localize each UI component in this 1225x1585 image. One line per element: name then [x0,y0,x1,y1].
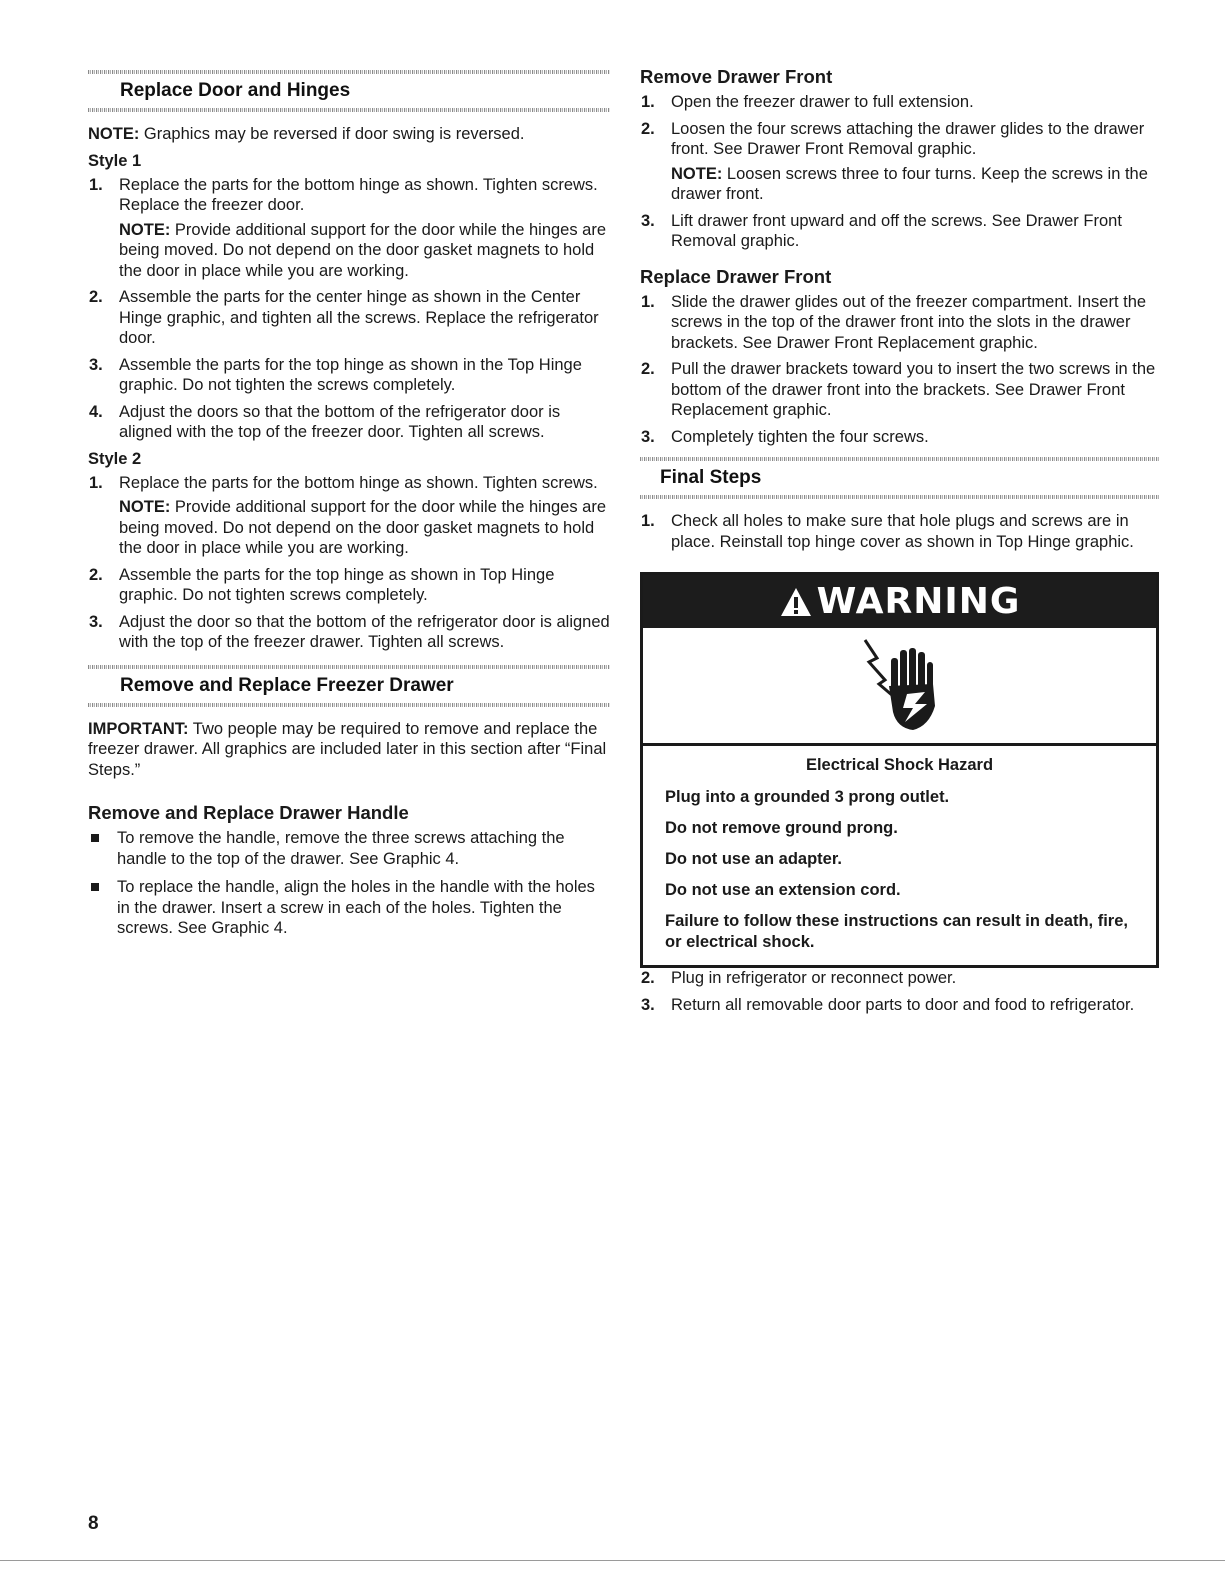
section-title: Remove and Replace Freezer Drawer [120,674,454,696]
step-text: Replace the parts for the bottom hinge as shown. Tighten screws. Replace the freezer door. [119,175,598,214]
list-item [88,612,610,653]
style-1-steps [88,175,610,443]
list-item [640,92,1160,113]
replace-front-heading: Replace Drawer Front [640,265,832,287]
step-text: Adjust the door so that the bottom of the refrigerator door is aligned with the top of the freezer drawer. Tighten all screws. [119,612,610,651]
step-number: 3. [641,995,655,1014]
warning-line: Plug into a grounded 3 prong outlet. [665,788,950,806]
important-paragraph [88,719,610,781]
step-number: 2. [89,565,103,584]
section-title: Final Steps [660,467,762,488]
style-2-label: Style 2 [88,449,142,468]
step-number: 2. [641,969,655,987]
list-item [640,119,1160,205]
note-paragraph [88,124,610,145]
step-number: 1. [641,93,655,111]
warning-text [643,746,1156,965]
list-item [88,565,610,606]
step-text: Replace the parts for the bottom hinge as shown. Tighten screws. [119,473,598,492]
step-number: 3. [641,427,655,446]
note-label: NOTE: [88,125,140,143]
step-text: Assemble the parts for the center hinge as shown in the Center Hinge graphic, and tighten all the screws. Replace the refrigerator door. [119,288,599,347]
step-note [119,220,610,282]
step-text: Check all holes to make sure that hole plugs and screws are in place. Reinstall top hinge cover as shown in Top Hinge graphic. [671,512,1134,551]
step-number: 3. [89,612,103,631]
important-label: IMPORTANT: [88,719,189,738]
warning-line: Do not remove ground prong. [665,819,898,837]
final-steps-continued [640,968,1160,1015]
step-number: 1. [89,473,103,492]
list-item [88,175,610,282]
remove-front-heading: Remove Drawer Front [640,66,833,87]
warning-icon-area [643,628,1156,746]
warning-line: Do not use an extension cord. [665,881,901,899]
bottom-rule [0,1560,1225,1561]
list-item [88,877,610,939]
warning-line: Failure to follow these instructions can result in death, fire, or electrical shock. [665,912,1128,951]
remove-front-steps [640,92,1160,252]
list-item [640,211,1160,252]
list-item [640,995,1160,1016]
step-text: Adjust the doors so that the bottom of the refrigerator door is aligned with the top of the freezer door. Tighten all screws. [119,402,561,441]
step-text: Loosen the four screws attaching the drawer glides to the drawer front. See Drawer Front Removal graphic. [671,119,1145,158]
electrical-shock-hazard-icon [855,636,945,736]
note-text: Graphics may be reversed if door swing is reversed. [139,125,525,143]
step-text: Return all removable door parts to door and food to refrigerator. [671,995,1135,1014]
step-number: 2. [641,119,655,138]
note-text: Loosen screws three to four turns. Keep the screws in the drawer front. [671,164,1148,203]
list-item [640,359,1160,421]
handle-bullets [88,828,610,939]
warning-box [640,572,1159,968]
step-number: 3. [89,355,103,374]
warning-line: Do not use an adapter. [665,850,842,868]
step-note [119,497,610,559]
step-number: 1. [641,292,655,311]
step-text: Plug in refrigerator or reconnect power. [671,969,957,987]
bullet-square-icon [91,883,99,891]
step-number: 2. [89,288,103,306]
note-label: NOTE: [119,220,171,239]
warning-header [643,575,1156,628]
step-text: Assemble the parts for the top hinge as shown in Top Hinge graphic. Do not tighten screws completely. [119,565,555,604]
page-number: 8 [88,1513,99,1534]
step-text: Lift drawer front upward and off the screws. See Drawer Front Removal graphic. [671,211,1122,250]
list-item [640,511,1160,552]
step-number: 1. [89,175,103,194]
section-heading-final-steps [640,453,1160,499]
bullet-text: To replace the handle, align the holes in the handle with the holes in the drawer. Insert a screw in each of the holes. Tighten the screws. See Graphic 4. [117,878,595,937]
step-note [671,164,1160,205]
step-number: 4. [89,402,103,421]
note-text: Provide additional support for the door while the hinges are being moved. Do not depend on the door gasket magnets to hold the door in place while you are working. [119,498,607,557]
list-item [88,355,610,396]
list-item [640,968,1160,989]
step-number: 3. [641,211,655,230]
style-2-steps [88,473,610,653]
note-text: Provide additional support for the door while the hinges are being moved. Do not depend on the door gasket magnets to hold the door in place while you are working. [119,220,607,280]
note-label: NOTE: [671,164,723,183]
warning-triangle-icon [779,586,813,618]
right-column [640,66,1160,1021]
step-text: Pull the drawer brackets toward you to insert the two screws in the bottom of the drawer front into the brackets. See Drawer Front Replacement graphic. [671,360,1156,419]
step-number: 2. [641,360,655,378]
step-text: Open the freezer drawer to full extension. [671,93,974,111]
left-column [88,66,610,947]
list-item [88,287,610,349]
section-heading-replace-door [88,66,610,112]
list-item [88,828,610,869]
style-1-label: Style 1 [88,151,142,170]
bullet-text: To remove the handle, remove the three screws attaching the handle to the top of the drawer. See Graphic 4. [117,829,565,868]
step-text: Slide the drawer glides out of the freezer compartment. Insert the screws in the top of the drawer front into the slots in the drawer brackets. See Drawer Front Replacement graphic. [671,292,1147,352]
list-item [640,427,1160,448]
step-text: Assemble the parts for the top hinge as shown in the Top Hinge graphic. Do not tighten the screws completely. [119,355,582,394]
note-label: NOTE: [119,498,171,516]
warning-title: WARNING [816,581,1021,622]
list-item [640,292,1160,354]
section-title: Replace Door and Hinges [120,80,351,101]
important-text: Two people may be required to remove and replace the freezer drawer. All graphics are included later in this section after “Final Steps.” [88,719,607,779]
section-heading-freezer-drawer [88,661,610,707]
final-steps-list [640,511,1160,552]
replace-front-steps [640,292,1160,448]
bullet-square-icon [91,834,99,842]
handle-heading: Remove and Replace Drawer Handle [88,802,409,823]
step-number: 1. [641,512,655,530]
list-item [88,402,610,443]
hazard-title: Electrical Shock Hazard [805,756,994,774]
step-text: Completely tighten the four screws. [671,427,929,446]
list-item [88,473,610,559]
